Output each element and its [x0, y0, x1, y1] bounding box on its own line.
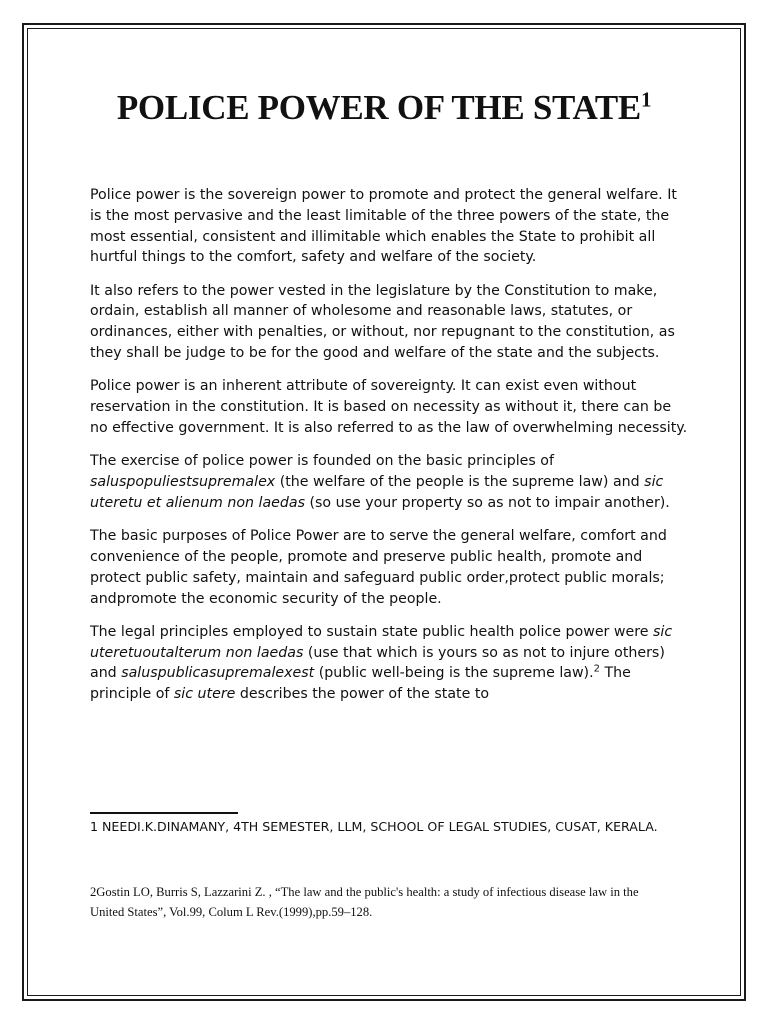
paragraph-5: The basic purposes of Police Power are to serve the general welfare, comfort and convenience of the people, promote and preserve public health, promote and protect public safety, maintain and safeguard public order,protect public morals; andpromote the economic security of the people.	[90, 528, 667, 607]
footnote-separator	[90, 812, 238, 814]
paragraph-4-text: (so use your property so as not to impair another).	[304, 494, 670, 511]
paragraph-4-text: (the welfare of the people is the supreme law) and	[275, 474, 645, 491]
paragraph-6-text: The principle of	[90, 665, 631, 703]
paragraph-4-latin-maxim: sic uteretu et alienum non laedas	[90, 474, 664, 511]
paragraph-6-text: (public well-being is the supreme law).	[314, 665, 594, 682]
footnote-marker-2: 2	[593, 663, 600, 675]
footnote-1: 1 NEEDI.K.DINAMANY, 4TH SEMESTER, LLM, SCHOOL OF LEGAL STUDIES, CUSAT, KERALA.	[90, 819, 658, 834]
paragraph-6-latin-maxim: saluspublicasupremalexest	[121, 665, 315, 682]
paragraph-4	[90, 451, 690, 513]
paragraph-2: It also refers to the power vested in the legislature by the Constitution to make, ordain, establish all manner of wholesome and reasonable laws, statutes, or ordinances, either with penalties, or without, nor repugnant to the constitution, as they shall be judge to be for the good and welfare of the state and the subjects.	[90, 282, 675, 362]
footnote-2: 2Gostin LO, Burris S, Lazzarini Z. , “The law and the public's health: a study of infectious disease law in the United States”, Vol.99, Colum L Rev.(1999),pp.59–128.	[90, 885, 639, 919]
paragraph-6-latin-term: sic utere	[173, 686, 236, 703]
document-body	[90, 185, 690, 718]
paragraph-4-text: The exercise of police power is founded on the basic principles of	[90, 453, 554, 470]
paragraph-3: Police power is an inherent attribute of sovereignty. It can exist even without reservation in the constitution. It is based on necessity as without it, there can be no effective government. It is also referred to as the law of overwhelming necessity.	[90, 378, 688, 436]
paragraph-6-latin-maxim: sic uteretuoutalterum non laedas	[90, 623, 673, 661]
paragraph-4-latin-maxim: saluspopuliestsupremalex	[90, 474, 276, 491]
paragraph-6-text: The legal principles employed to sustain state public health police power were	[90, 623, 653, 640]
title-footnote-marker: 1	[640, 87, 652, 112]
paragraph-1: Police power is the sovereign power to promote and protect the general welfare. It is the most pervasive and the least limitable of the three powers of the state, the most essential, consistent and illimitable which enables the State to prohibit all hurtful things to the comfort, safety and welfare of the society.	[90, 187, 677, 266]
title-text: POLICE POWER OF THE STATE	[116, 88, 641, 127]
paragraph-6-text: describes the power of the state to	[235, 686, 490, 703]
page-title	[0, 88, 768, 128]
paragraph-6-text: (use that which is yours so as not to injure others) and	[90, 644, 665, 682]
paragraph-6	[90, 622, 690, 705]
